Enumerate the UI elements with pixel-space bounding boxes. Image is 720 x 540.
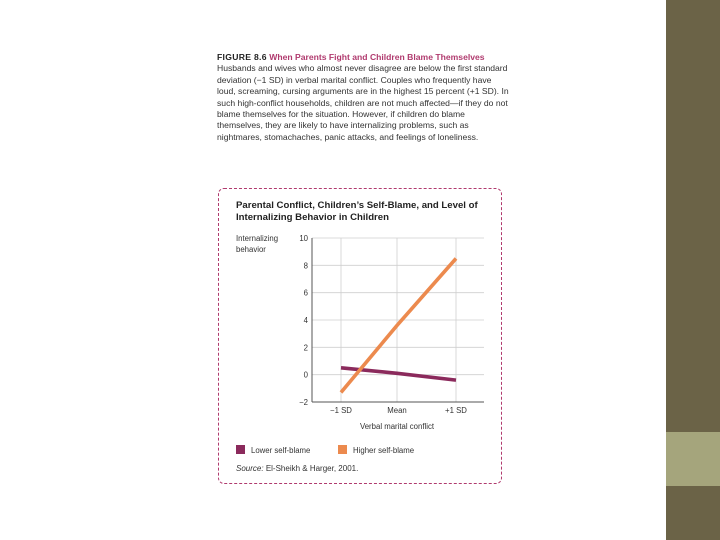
chart-source [236,464,358,473]
x-axis-label: Verbal marital conflict [359,422,435,431]
y-tick-label: 6 [303,288,308,298]
source-text: El-Sheikh & Harger, 2001. [265,464,359,473]
figure-label: FIGURE 8.6 [217,52,267,62]
y-tick-label: 10 [299,234,308,243]
legend-swatch-higher [338,445,347,454]
y-axis-label: Internalizing [236,234,279,243]
legend-label: Lower self-blame [251,446,311,455]
y-tick-label: 8 [303,261,308,271]
y-tick-label: 0 [303,370,308,380]
legend-swatch-lower [236,445,245,454]
legend-label: Higher self-blame [353,446,415,455]
figure-title: When Parents Fight and Children Blame Themselves [269,52,485,62]
x-tick-label: +1 SD [445,406,467,415]
y-tick-label: −2 [299,398,308,407]
source-label: Source: [236,464,264,473]
y-tick-label: 2 [303,343,308,353]
y-tick-label: 4 [303,316,308,325]
x-tick-label: Mean [387,406,407,415]
x-tick-label: −1 SD [330,406,352,415]
chart-title: Parental Conflict, Children’s Self-Blame, and Level of Internalizing Behavior in Children [236,200,478,223]
figure-caption-text: Husbands and wives who almost never disagree are below the first standard deviation (−1 SD) in verbal marital conflict. Couples who frequently have loud, screaming, cursing arguments are in the highest 15 percent (+1 SD). In such high-conflict households, children are not much affected—if they do not blame themselves for the situation. However, if children do blame themselves, they are likely to have internalizing problems, such as nightmares, stomachaches, panic attacks, and feelings of loneliness. [217,63,509,142]
y-axis-label: behavior [236,245,266,254]
